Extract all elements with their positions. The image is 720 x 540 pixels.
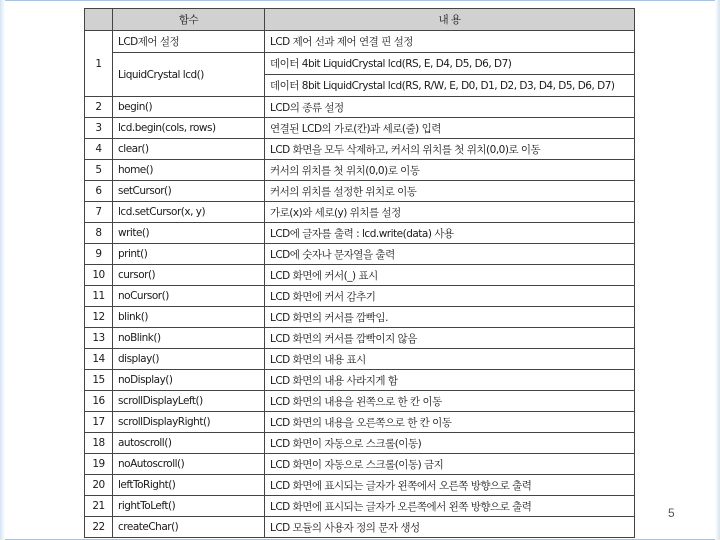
row-content: 가로(x)와 세로(y) 위치를 설정 [265, 202, 635, 223]
row-content: LCD 화면의 내용 표시 [265, 349, 635, 370]
table-row [85, 118, 635, 139]
table-row [85, 475, 635, 496]
table-row [85, 53, 635, 75]
header-content: 내 용 [265, 9, 635, 31]
table-header-row [85, 9, 635, 31]
row-function: scrollDisplayRight() [113, 412, 265, 433]
row-content: LCD에 숫자나 문자열을 출력 [265, 244, 635, 265]
table-row [85, 139, 635, 160]
row-num: 22 [85, 517, 113, 538]
row-num: 1 [85, 31, 113, 97]
row-function: clear() [113, 139, 265, 160]
row-function: noCursor() [113, 286, 265, 307]
table-row [85, 517, 635, 538]
row-content: LCD 화면에 커서(_) 표시 [265, 265, 635, 286]
table-row [85, 454, 635, 475]
row-function: lcd.setCursor(x, y) [113, 202, 265, 223]
row-function: print() [113, 244, 265, 265]
table-row [85, 223, 635, 244]
table-row [85, 286, 635, 307]
row-function: begin() [113, 97, 265, 118]
table-row [85, 307, 635, 328]
row-function: scrollDisplayLeft() [113, 391, 265, 412]
row-num: 5 [85, 160, 113, 181]
row-num: 12 [85, 307, 113, 328]
row-content: 커서의 위치를 첫 위치(0,0)로 이동 [265, 160, 635, 181]
table-row [85, 391, 635, 412]
row-num: 20 [85, 475, 113, 496]
row-function: cursor() [113, 265, 265, 286]
row-content: LCD 모듈의 사용자 정의 문자 생성 [265, 517, 635, 538]
header-num [85, 9, 113, 31]
row-content: LCD의 종류 설정 [265, 97, 635, 118]
row-content: 데이터 8bit LiquidCrystal lcd(RS, R/W, E, D0, D1, D2, D3, D4, D5, D6, D7) [265, 75, 635, 97]
table-row [85, 181, 635, 202]
row-content: LCD에 글자를 출력 : lcd.write(data) 사용 [265, 223, 635, 244]
row-num: 3 [85, 118, 113, 139]
table-row [85, 265, 635, 286]
row-content: LCD 화면의 내용을 왼쪽으로 한 칸 이동 [265, 391, 635, 412]
row-function: autoscroll() [113, 433, 265, 454]
row-num: 17 [85, 412, 113, 433]
row-content: LCD 화면이 자동으로 스크롤(이동) [265, 433, 635, 454]
table-row [85, 244, 635, 265]
row-num: 7 [85, 202, 113, 223]
row-function: leftToRight() [113, 475, 265, 496]
row-function: setCursor() [113, 181, 265, 202]
row-content: LCD 화면을 모두 삭제하고, 커서의 위치를 첫 위치(0,0)로 이동 [265, 139, 635, 160]
table-row [85, 31, 635, 53]
table-row [85, 202, 635, 223]
row-num: 9 [85, 244, 113, 265]
row-function: write() [113, 223, 265, 244]
row-function: display() [113, 349, 265, 370]
row-content: 데이터 4bit LiquidCrystal lcd(RS, E, D4, D5, D6, D7) [265, 53, 635, 75]
row-content: LCD 화면에 표시되는 글자가 왼쪽에서 오른쪽 방향으로 출력 [265, 475, 635, 496]
row-content: LCD 제어 선과 제어 연결 핀 설정 [265, 31, 635, 53]
row-function: blink() [113, 307, 265, 328]
row-num: 18 [85, 433, 113, 454]
table-row [85, 496, 635, 517]
table-row [85, 412, 635, 433]
row-num: 13 [85, 328, 113, 349]
header-function: 함수 [113, 9, 265, 31]
row-num: 4 [85, 139, 113, 160]
lcd-function-table [84, 8, 635, 538]
row-content: LCD 화면에 커서 감추기 [265, 286, 635, 307]
slide-edge-right [715, 0, 720, 540]
row-num: 16 [85, 391, 113, 412]
row-content: 연결된 LCD의 가로(칸)과 세로(줄) 입력 [265, 118, 635, 139]
slide-edge-left [0, 0, 5, 540]
row-function: noAutoscroll() [113, 454, 265, 475]
row-content: LCD 화면의 내용 사라지게 함 [265, 370, 635, 391]
row-function: LCD제어 설정 [113, 31, 265, 53]
row-function: home() [113, 160, 265, 181]
row-content: LCD 화면의 커서를 깜빡임. [265, 307, 635, 328]
row-function: LiquidCrystal lcd() [113, 53, 265, 97]
table-row [85, 433, 635, 454]
table-row [85, 97, 635, 118]
row-num: 6 [85, 181, 113, 202]
row-num: 21 [85, 496, 113, 517]
row-function: noBlink() [113, 328, 265, 349]
row-num: 8 [85, 223, 113, 244]
row-function: createChar() [113, 517, 265, 538]
row-function: lcd.begin(cols, rows) [113, 118, 265, 139]
table-row [85, 349, 635, 370]
row-content: LCD 화면에 표시되는 글자가 오른쪽에서 왼쪽 방향으로 출력 [265, 496, 635, 517]
row-content: LCD 화면의 커서를 깜빡이지 않음 [265, 328, 635, 349]
row-num: 15 [85, 370, 113, 391]
row-content: LCD 화면의 내용을 오른쪽으로 한 칸 이동 [265, 412, 635, 433]
row-num: 10 [85, 265, 113, 286]
row-num: 2 [85, 97, 113, 118]
table-row [85, 370, 635, 391]
table-row [85, 160, 635, 181]
row-num: 19 [85, 454, 113, 475]
row-num: 11 [85, 286, 113, 307]
table-row [85, 328, 635, 349]
row-function: noDisplay() [113, 370, 265, 391]
row-num: 14 [85, 349, 113, 370]
row-content: LCD 화면이 자동으로 스크롤(이동) 금지 [265, 454, 635, 475]
page-number: 5 [668, 506, 675, 520]
row-function: rightToLeft() [113, 496, 265, 517]
row-content: 커서의 위치를 설정한 위치로 이동 [265, 181, 635, 202]
